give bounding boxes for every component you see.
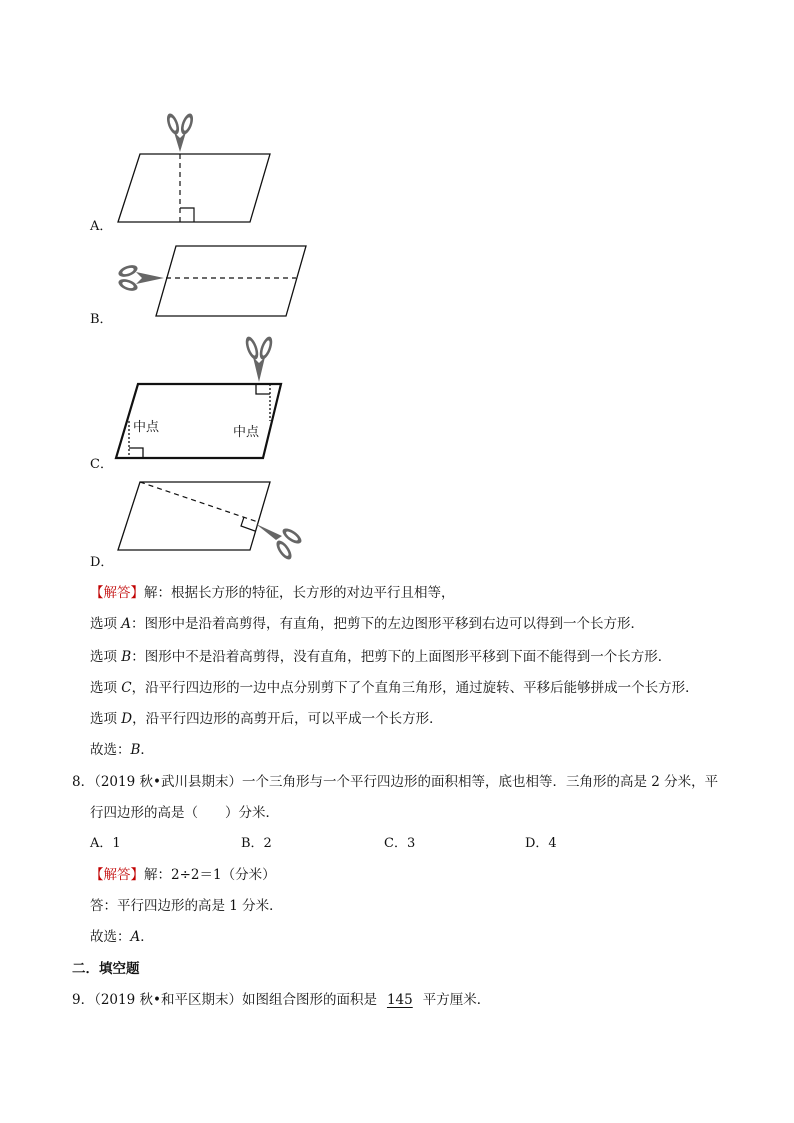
- q7-option-c-explanation: 选项 C，沿平行四边形的一边中点分别剪下了个直角三角形，通过旋转、平移后能够拼成一个长方形．: [90, 680, 699, 696]
- scissors-icon: [165, 112, 196, 152]
- q8-choice-d: D．4: [525, 836, 557, 851]
- q7-option-b-explanation: 选项 B：图形中不是沿着高剪得，没有直角，把剪下的上面图形平移到下面不能得到一个长方形．: [90, 649, 672, 665]
- option-b-figure: [110, 244, 310, 320]
- option-a-figure: [110, 104, 280, 226]
- scissors-icon: [256, 524, 304, 562]
- option-d-figure: [110, 478, 310, 564]
- scissors-icon: [243, 335, 275, 382]
- answer-tag: 【解答】: [90, 585, 144, 601]
- q8-final-choice: 故选：A．: [90, 929, 154, 945]
- answer-tag: 【解答】: [90, 867, 144, 883]
- q8-choice-b: B．2: [241, 836, 272, 851]
- q7-option-a-explanation: 选项 A：图形中是沿着高剪得，有直角，把剪下的左边图形平移到右边可以得到一个长方形．: [90, 616, 645, 632]
- q8-stem-line1: 8．（2019 秋•武川县期末）一个三角形与一个平行四边形的面积相等，底也相等．三角形的高是 2 分米，平: [72, 774, 719, 790]
- q8-choice-a: A．1: [90, 836, 121, 851]
- option-c-label: C．: [90, 457, 113, 472]
- q7-option-d-explanation: 选项 D，沿平行四边形的高剪开后，可以平成一个长方形．: [90, 711, 443, 727]
- q8-stem-line2: 行四边形的高是（ ）分米．: [90, 805, 279, 821]
- option-b-label: B．: [90, 312, 113, 327]
- midpoint-label-right: 中点: [233, 425, 260, 440]
- q8-answer-calc: 【解答】解：2÷2＝1（分米）: [90, 867, 276, 883]
- section-title: 二．填空题: [72, 961, 140, 977]
- option-d-label: D．: [90, 555, 114, 570]
- option-a-label: A．: [90, 219, 113, 234]
- midpoint-label-left: 中点: [133, 420, 160, 435]
- q9-stem: 9．（2019 秋•和平区期末）如图组合图形的面积是 145 平方厘米．: [72, 992, 491, 1008]
- q7-answer-intro: 【解答】解：根据长方形的特征，长方形的对边平行且相等，: [90, 585, 455, 601]
- q7-final-choice: 故选：B．: [90, 742, 154, 758]
- q8-answer-text: 答：平行四边形的高是 1 分米．: [90, 898, 283, 914]
- scissors-icon: [117, 263, 164, 293]
- option-c-figure: [110, 330, 285, 462]
- answer-blank: 145: [386, 992, 413, 1008]
- q8-choice-c: C．3: [384, 836, 416, 851]
